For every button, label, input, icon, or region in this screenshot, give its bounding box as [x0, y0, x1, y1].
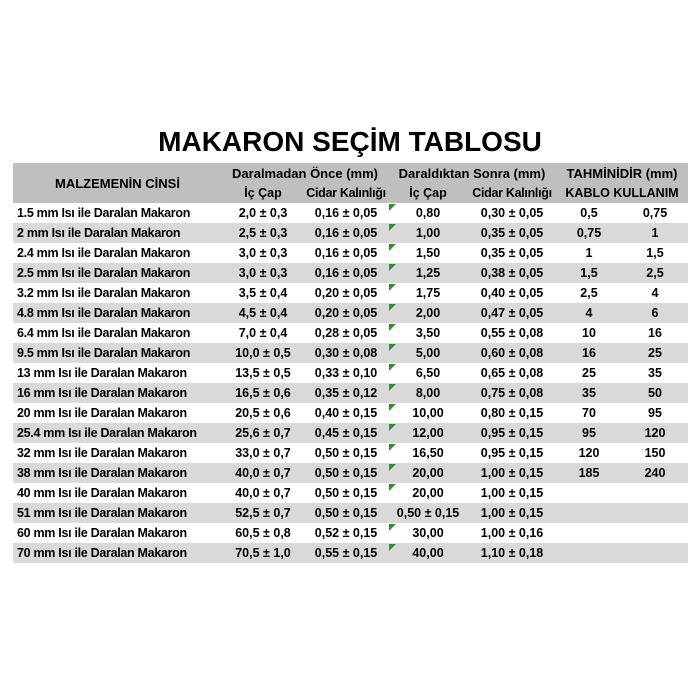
- green-error-flag-icon: [389, 304, 396, 311]
- cell-ic_cap_sonra: 40,00: [388, 543, 468, 563]
- cell-cidar_sonra: 1,10 ± 0,18: [480, 546, 544, 560]
- cell-kablo: [556, 523, 622, 543]
- header-inner-diameter-before: İç Çap: [244, 186, 282, 200]
- green-error-flag-icon: [389, 524, 396, 531]
- table-row: [13, 363, 688, 383]
- cell-material: 25.4 mm Isı ile Daralan Makaron: [17, 426, 197, 440]
- cell-cidar_sonra: 0,80 ± 0,15: [480, 406, 544, 420]
- cell-cidar_sonra: 0,95 ± 0,15: [480, 426, 544, 440]
- cell-cidar_sonra: 0,35 ± 0,05: [480, 226, 544, 240]
- cell-kablo: 25: [582, 366, 596, 380]
- cell-ic_cap_sonra: 10,00: [388, 403, 468, 423]
- table-body: [13, 203, 688, 563]
- cell-kablo: 10: [582, 326, 596, 340]
- cell-ic_cap_once: 40,0 ± 0,7: [235, 486, 291, 500]
- cell-cidar_once: 0,50 ± 0,15: [314, 506, 378, 520]
- cell-ic_cap_sonra: 1,75: [388, 283, 468, 303]
- cell-kablo: 1: [585, 246, 593, 260]
- cell-cidar_sonra: 0,47 ± 0,05: [480, 306, 544, 320]
- cell-cidar_once: 0,16 ± 0,05: [314, 246, 378, 260]
- cell-ic_cap_once: 2,5 ± 0,3: [238, 226, 288, 240]
- cell-cidar_sonra: 0,40 ± 0,05: [480, 286, 544, 300]
- cell-ic_cap_once: 3,0 ± 0,3: [238, 266, 288, 280]
- cell-ic_cap_once: 2,0 ± 0,3: [238, 206, 288, 220]
- cell-cidar_sonra: 0,38 ± 0,05: [480, 266, 544, 280]
- cell-ic_cap_once: 60,5 ± 0,8: [235, 526, 291, 540]
- cell-ic_cap_sonra: 6,50: [388, 363, 468, 383]
- cell-material: 38 mm Isı ile Daralan Makaron: [17, 466, 187, 480]
- header-cable-usage: KABLO KULLANIM: [565, 186, 679, 200]
- table-row: [13, 503, 688, 523]
- table-row: [13, 263, 688, 283]
- table-row: [13, 443, 688, 463]
- cell-cidar_once: 0,16 ± 0,05: [314, 226, 378, 240]
- cell-ic_cap_sonra: 12,00: [388, 423, 468, 443]
- green-error-flag-icon: [389, 224, 396, 231]
- green-error-flag-icon: [389, 424, 396, 431]
- green-error-flag-icon: [389, 444, 396, 451]
- cell-material: 60 mm Isı ile Daralan Makaron: [17, 526, 187, 540]
- cell-ic_cap_sonra: 30,00: [388, 523, 468, 543]
- cell-cidar_once: 0,33 ± 0,10: [314, 366, 378, 380]
- cell-cidar_sonra: 0,60 ± 0,08: [480, 346, 544, 360]
- cell-kablo: [556, 483, 622, 503]
- cell-cidar_sonra: 0,95 ± 0,15: [480, 446, 544, 460]
- cell-material: 2.4 mm Isı ile Daralan Makaron: [17, 246, 191, 260]
- cell-ic_cap_sonra: 8,00: [388, 383, 468, 403]
- cell-cidar_once: 0,55 ± 0,15: [314, 546, 378, 560]
- green-error-flag-icon: [389, 484, 396, 491]
- header-inner-diameter-after: İç Çap: [409, 186, 447, 200]
- cell-kullanim: 0,75: [642, 206, 668, 220]
- cell-material: 2 mm Isı ile Daralan Makaron: [17, 226, 181, 240]
- cell-ic_cap_once: 25,6 ± 0,7: [235, 426, 291, 440]
- cell-ic_cap_once: 13,5 ± 0,5: [235, 366, 291, 380]
- cell-kablo: 16: [582, 346, 596, 360]
- cell-ic_cap_once: 52,5 ± 0,7: [235, 506, 291, 520]
- green-error-flag-icon: [389, 204, 396, 211]
- cell-cidar_once: 0,50 ± 0,15: [314, 486, 378, 500]
- green-error-flag-icon: [389, 244, 396, 251]
- cell-kablo: 1,5: [580, 266, 598, 280]
- cell-kablo: [556, 543, 622, 563]
- cell-cidar_once: 0,45 ± 0,15: [314, 426, 378, 440]
- cell-material: 6.4 mm Isı ile Daralan Makaron: [17, 326, 191, 340]
- cell-cidar_once: 0,20 ± 0,05: [314, 286, 378, 300]
- cell-ic_cap_sonra: 1,50: [388, 243, 468, 263]
- cell-cidar_sonra: 1,00 ± 0,15: [480, 486, 544, 500]
- table-row: [13, 383, 688, 403]
- cell-ic_cap_sonra: 1,25: [388, 263, 468, 283]
- green-error-flag-icon: [389, 404, 396, 411]
- cell-ic_cap_sonra: 5,00: [388, 343, 468, 363]
- cell-kullanim: 25: [648, 346, 662, 360]
- cell-kullanim: 6: [651, 306, 659, 320]
- cell-cidar_once: 0,28 ± 0,05: [314, 326, 378, 340]
- cell-material: 13 mm Isı ile Daralan Makaron: [17, 366, 187, 380]
- table-row: [13, 483, 688, 503]
- table-row: [13, 323, 688, 343]
- cell-material: 70 mm Isı ile Daralan Makaron: [17, 546, 187, 560]
- table-row: [13, 403, 688, 423]
- cell-kullanim: 50: [648, 386, 662, 400]
- cell-cidar_once: 0,50 ± 0,15: [314, 466, 378, 480]
- table-row: [13, 203, 688, 223]
- cell-material: 9.5 mm Isı ile Daralan Makaron: [17, 346, 191, 360]
- table-row: [13, 463, 688, 483]
- cell-material: 4.8 mm Isı ile Daralan Makaron: [17, 306, 191, 320]
- cell-cidar_sonra: 1,00 ± 0,15: [480, 466, 544, 480]
- selection-table: [13, 163, 688, 563]
- cell-ic_cap_once: 3,5 ± 0,4: [238, 286, 288, 300]
- cell-cidar_sonra: 0,35 ± 0,05: [480, 246, 544, 260]
- cell-kullanim: 1,5: [646, 246, 664, 260]
- cell-kablo: 4: [585, 306, 593, 320]
- cell-ic_cap_sonra: 3,50: [388, 323, 468, 343]
- cell-kullanim: 35: [648, 366, 662, 380]
- green-error-flag-icon: [389, 384, 396, 391]
- cell-ic_cap_sonra: 0,80: [388, 203, 468, 223]
- cell-kullanim: 150: [644, 446, 666, 460]
- table-row: [13, 343, 688, 363]
- cell-kullanim: [622, 543, 688, 563]
- green-error-flag-icon: [389, 364, 396, 371]
- page-title: MAKARON SEÇİM TABLOSU: [158, 126, 542, 157]
- table-row: [13, 303, 688, 323]
- cell-cidar_sonra: 0,75 ± 0,08: [480, 386, 544, 400]
- cell-cidar_once: 0,50 ± 0,15: [314, 446, 378, 460]
- cell-material: 3.2 mm Isı ile Daralan Makaron: [17, 286, 191, 300]
- table-header: [13, 163, 688, 203]
- cell-ic_cap_sonra: 0,50 ± 0,15: [396, 506, 460, 520]
- cell-ic_cap_once: 10,0 ± 0,5: [235, 346, 291, 360]
- table-row: [13, 423, 688, 443]
- cell-cidar_once: 0,16 ± 0,05: [314, 266, 378, 280]
- cell-kullanim: 120: [644, 426, 666, 440]
- cell-material: 16 mm Isı ile Daralan Makaron: [17, 386, 187, 400]
- table-row: [13, 283, 688, 303]
- table-row: [13, 523, 688, 543]
- cell-cidar_once: 0,30 ± 0,08: [314, 346, 378, 360]
- cell-ic_cap_once: 7,0 ± 0,4: [238, 326, 288, 340]
- header-group-estimate: TAHMİNİDİR (mm): [566, 165, 678, 181]
- cell-ic_cap_sonra: 20,00: [388, 483, 468, 503]
- cell-ic_cap_sonra: 1,00: [388, 223, 468, 243]
- green-error-flag-icon: [389, 264, 396, 271]
- cell-kablo: 2,5: [580, 286, 598, 300]
- header-material: MALZEMENİN CİNSİ: [55, 175, 180, 191]
- cell-kablo: 120: [578, 446, 600, 460]
- green-error-flag-icon: [389, 464, 396, 471]
- cell-material: 32 mm Isı ile Daralan Makaron: [17, 446, 187, 460]
- cell-kablo: 95: [582, 426, 596, 440]
- cell-material: 40 mm Isı ile Daralan Makaron: [17, 486, 187, 500]
- cell-cidar_once: 0,20 ± 0,05: [314, 306, 378, 320]
- cell-cidar_sonra: 1,00 ± 0,16: [480, 526, 544, 540]
- cell-material: 2.5 mm Isı ile Daralan Makaron: [17, 266, 191, 280]
- cell-cidar_sonra: 0,65 ± 0,08: [480, 366, 544, 380]
- green-error-flag-icon: [389, 324, 396, 331]
- cell-kullanim: 1: [651, 226, 659, 240]
- cell-cidar_once: 0,16 ± 0,05: [314, 206, 378, 220]
- cell-cidar_sonra: 0,30 ± 0,05: [480, 206, 544, 220]
- cell-ic_cap_once: 33,0 ± 0,7: [235, 446, 291, 460]
- cell-kullanim: 2,5: [646, 266, 664, 280]
- cell-kullanim: 16: [648, 326, 662, 340]
- cell-ic_cap_once: 40,0 ± 0,7: [235, 466, 291, 480]
- cell-cidar_once: 0,35 ± 0,12: [314, 386, 378, 400]
- cell-ic_cap_once: 16,5 ± 0,6: [235, 386, 291, 400]
- cell-kullanim: [622, 503, 688, 523]
- green-error-flag-icon: [389, 544, 396, 551]
- header-wall-thickness-before: Cidar Kalınlığı: [306, 186, 386, 200]
- cell-ic_cap_once: 70,5 ± 1,0: [235, 546, 291, 560]
- cell-kablo: 185: [578, 466, 600, 480]
- cell-kablo: [556, 503, 622, 523]
- cell-kullanim: 95: [648, 406, 662, 420]
- cell-material: 20 mm Isı ile Daralan Makaron: [17, 406, 187, 420]
- cell-ic_cap_sonra: 2,00: [388, 303, 468, 323]
- cell-kullanim: 240: [644, 466, 666, 480]
- header-group-after-shrink: Daraldıktan Sonra (mm): [398, 165, 546, 181]
- cell-cidar_once: 0,40 ± 0,15: [314, 406, 378, 420]
- cell-ic_cap_sonra: 20,00: [388, 463, 468, 483]
- cell-material: 51 mm Isı ile Daralan Makaron: [17, 506, 187, 520]
- cell-cidar_sonra: 1,00 ± 0,15: [480, 506, 544, 520]
- cell-kullanim: [622, 523, 688, 543]
- cell-kullanim: 4: [651, 286, 659, 300]
- cell-kablo: 0,5: [580, 206, 598, 220]
- cell-cidar_sonra: 0,55 ± 0,08: [480, 326, 544, 340]
- green-error-flag-icon: [389, 344, 396, 351]
- header-wall-thickness-after: Cidar Kalınlığı: [472, 186, 552, 200]
- table-row: [13, 243, 688, 263]
- green-error-flag-icon: [389, 284, 396, 291]
- table-row: [13, 543, 688, 563]
- cell-kablo: 35: [582, 386, 596, 400]
- table-row: [13, 223, 688, 243]
- cell-kablo: 70: [582, 406, 596, 420]
- cell-ic_cap_once: 3,0 ± 0,3: [238, 246, 288, 260]
- cell-material: 1.5 mm Isı ile Daralan Makaron: [17, 206, 191, 220]
- cell-cidar_once: 0,52 ± 0,15: [314, 526, 378, 540]
- cell-kablo: 0,75: [576, 226, 602, 240]
- cell-kullanim: [622, 483, 688, 503]
- cell-ic_cap_once: 20,5 ± 0,6: [235, 406, 291, 420]
- header-group-before-shrink: Daralmadan Önce (mm): [232, 165, 378, 181]
- cell-ic_cap_sonra: 16,50: [388, 443, 468, 463]
- cell-ic_cap_once: 4,5 ± 0,4: [238, 306, 288, 320]
